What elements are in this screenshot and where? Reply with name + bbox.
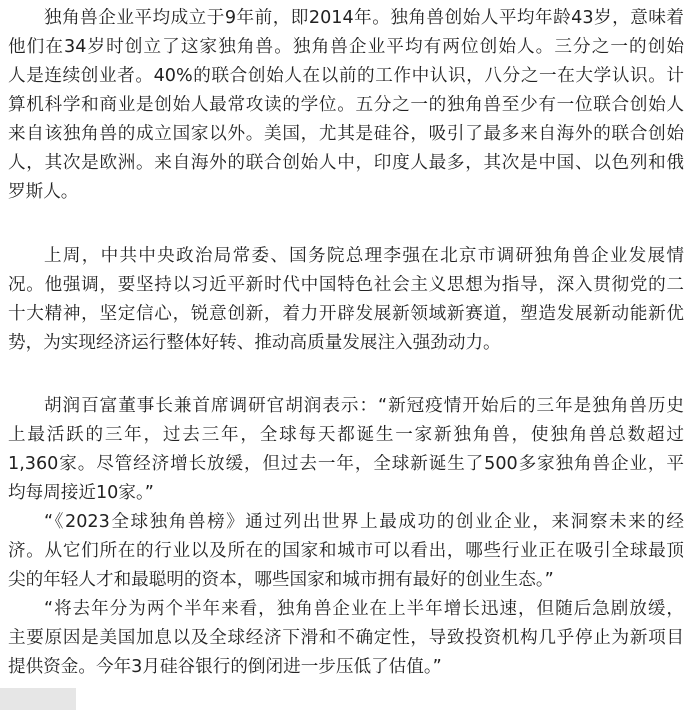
paragraph-1-line-4: 算机科学和商业是创始人最常攻读的学位。五分之一的独角兽至少有一位联合创始人 — [8, 95, 684, 115]
paragraph-1-line-2: 他们在34岁时创立了这家独角兽。独角兽企业平均有两位创始人。三分之一的创始 — [8, 37, 684, 57]
paragraph-1-line-1: 独角兽企业平均成立于9年前，即2014年。独角兽创始人平均年龄43岁，意味着 — [44, 8, 684, 28]
paragraph-2-line-1: 上周，中共中央政治局常委、国务院总理李强在北京市调研独角兽企业发展情 — [44, 246, 684, 266]
paragraph-3-line-1: 胡润百富董事长兼首席调研官胡润表示：“新冠疫情开始后的三年是独角兽历史 — [44, 396, 684, 416]
watermark-overlay — [0, 688, 76, 710]
paragraph-4-line-1: “《2023全球独角兽榜》通过列出世界上最成功的创业企业，来洞察未来的经 — [44, 512, 684, 532]
paragraph-5-line-3: 提供资金。今年3月硅谷银行的倒闭进一步压低了估值。” — [8, 657, 442, 677]
paragraph-3-line-3: 1,360家。尽管经济增长放缓，但过去一年，全球新诞生了500多家独角兽企业，平 — [8, 454, 684, 474]
paragraph-1-line-6: 人，其次是欧洲。来自海外的联合创始人中，印度人最多，其次是中国、以色列和俄 — [8, 153, 684, 173]
paragraph-4-line-3: 尖的年轻人才和最聪明的资本，哪些国家和城市拥有最好的创业生态。” — [8, 570, 554, 590]
paragraph-2-line-4: 势，为实现经济运行整体好转、推动高质量发展注入强劲动力。 — [8, 333, 501, 353]
paragraph-4-line-2: 济。从它们所在的行业以及所在的国家和城市可以看出，哪些行业正在吸引全球最顶 — [8, 541, 684, 561]
paragraph-1-line-3: 人是连续创业者。40%的联合创始人在以前的工作中认识，八分之一在大学认识。计 — [8, 66, 684, 86]
paragraph-5-line-1: “将去年分为两个半年来看，独角兽企业在上半年增长迅速，但随后急剧放缓， — [44, 599, 684, 619]
paragraph-5-line-2: 主要原因是美国加息以及全球经济下滑和不确定性，导致投资机构几乎停止为新项目 — [8, 628, 684, 648]
paragraph-2-line-2: 况。他强调，要坚持以习近平新时代中国特色社会主义思想为指导，深入贯彻党的二 — [8, 275, 684, 295]
paragraph-3-line-4: 均每周接近10家。” — [8, 483, 154, 503]
paragraph-2-line-3: 十大精神，坚定信心，锐意创新，着力开辟发展新领域新赛道，塑造发展新动能新优 — [8, 304, 684, 324]
paragraph-1-line-7: 罗斯人。 — [8, 182, 79, 202]
paragraph-3-line-2: 上最活跃的三年，过去三年，全球每天都诞生一家新独角兽，使独角兽总数超过 — [8, 425, 684, 445]
paragraph-1-line-5: 来自该独角兽的成立国家以外。美国，尤其是硅谷，吸引了最多来自海外的联合创始 — [8, 124, 684, 144]
